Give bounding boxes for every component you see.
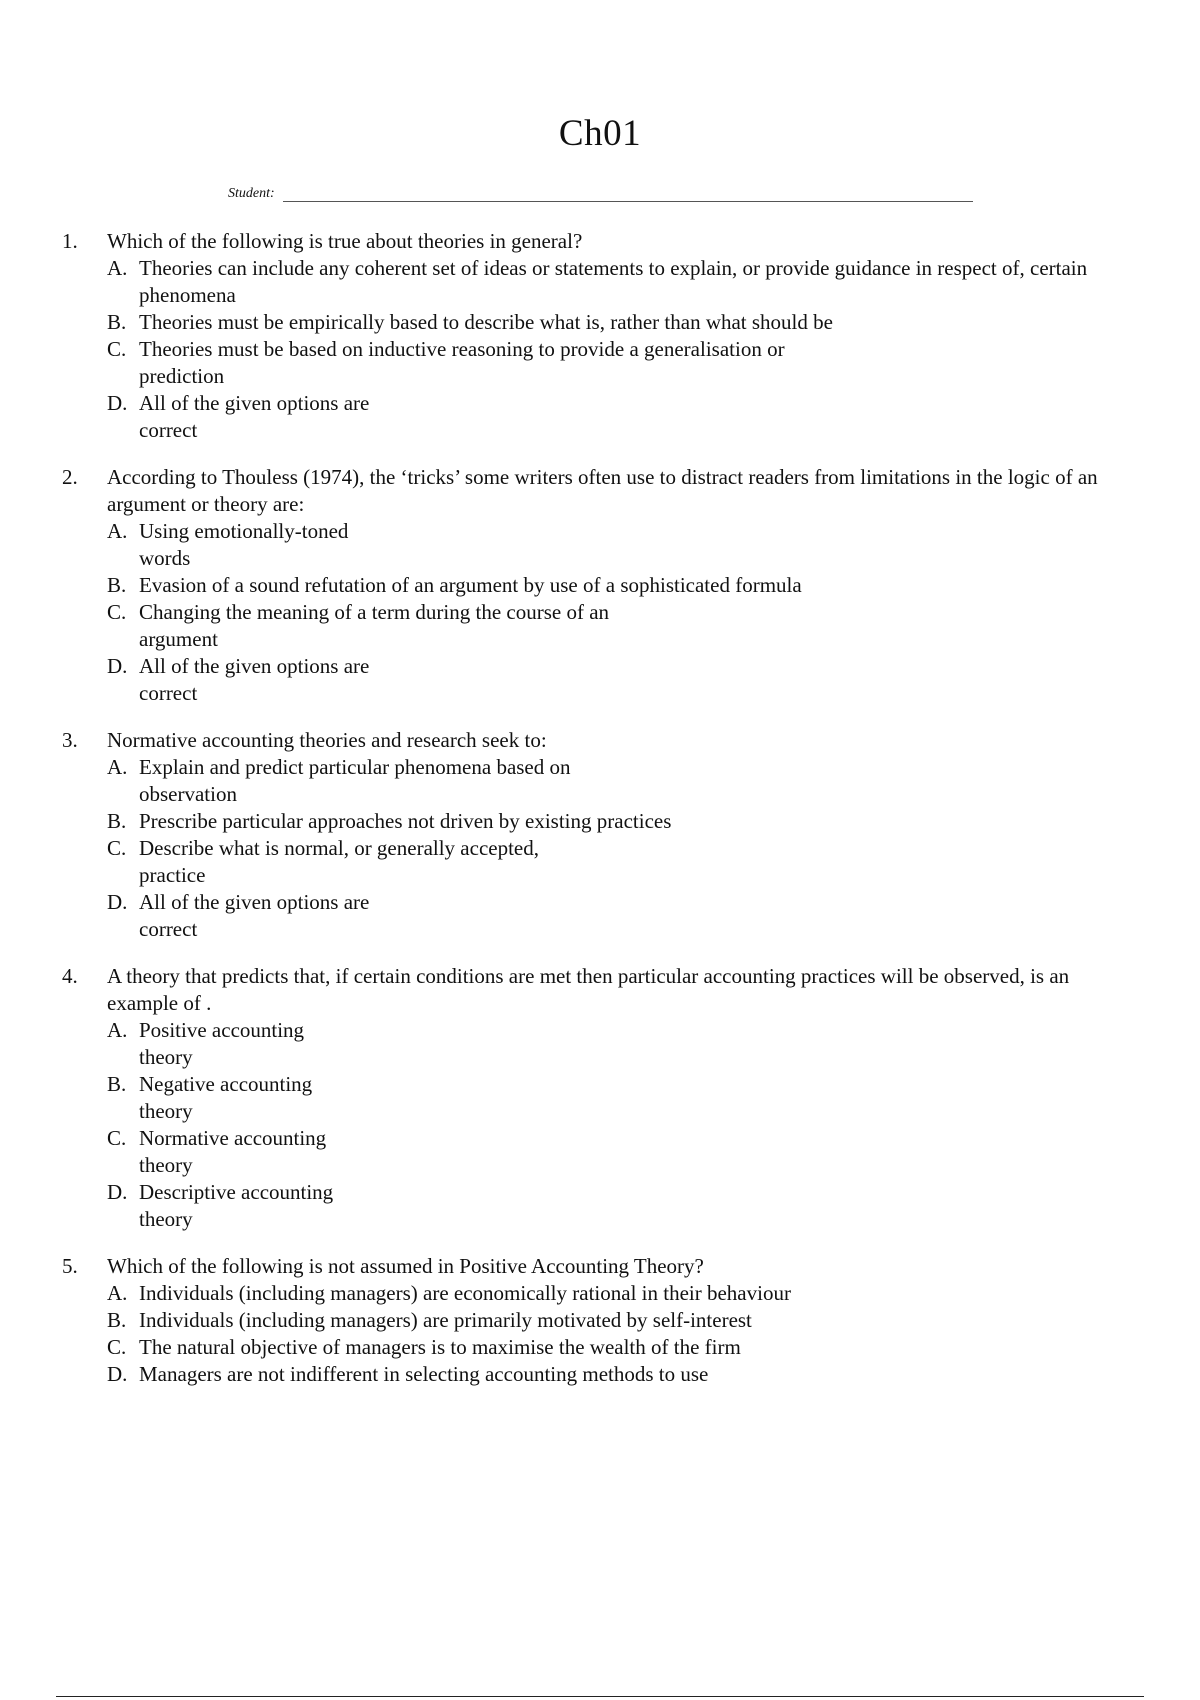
option-text: Theories must be based on inductive reasoning to provide a generalisation or prediction <box>139 337 785 388</box>
question-stem <box>62 228 1132 255</box>
question-text: According to Thouless (1974), the ‘tricks’ some writers often use to distract readers from limitations in the logic of an argument or theory are: <box>107 465 1098 516</box>
option-text: Prescribe particular approaches not driven by existing practices <box>139 809 672 833</box>
student-name-row <box>228 186 973 202</box>
option-text: Individuals (including managers) are primarily motivated by self-interest <box>139 1308 752 1332</box>
question-text: Which of the following is not assumed in Positive Accounting Theory? <box>107 1254 704 1278</box>
question-number: 4. <box>62 964 78 988</box>
option-letter: D. <box>107 1180 128 1204</box>
option-text: Explain and predict particular phenomena based on observation <box>139 755 571 806</box>
option-text: Theories can include any coherent set of ideas or statements to explain, or provide guidance in respect of, certain phenomena <box>139 256 1088 307</box>
option-a <box>107 1017 1132 1071</box>
option-letter: A. <box>107 519 128 543</box>
question-number: 3. <box>62 728 78 752</box>
option-a <box>107 1280 1132 1307</box>
option-letter: A. <box>107 1018 128 1042</box>
option-letter: D. <box>107 391 128 415</box>
option-letter: C. <box>107 337 127 361</box>
option-d <box>107 390 1132 444</box>
page-title: Ch01 <box>558 113 642 154</box>
question-stem <box>62 727 1132 754</box>
question-text: Which of the following is true about theories in general? <box>107 229 583 253</box>
option-text: Normative accounting theory <box>139 1126 327 1177</box>
option-letter: C. <box>107 600 127 624</box>
option-text: Negative accounting theory <box>139 1072 313 1123</box>
option-a <box>107 518 1132 572</box>
option-text: All of the given options are correct <box>139 391 370 442</box>
option-letter: C. <box>107 1126 127 1150</box>
option-c <box>107 1334 1132 1361</box>
option-text: Using emotionally-toned words <box>139 519 349 570</box>
question-1 <box>62 228 1132 444</box>
option-d <box>107 889 1132 943</box>
option-d <box>107 1179 1132 1233</box>
option-c <box>107 835 1132 889</box>
option-text: Changing the meaning of a term during the course of an argument <box>139 600 610 651</box>
option-letter: B. <box>107 1308 127 1332</box>
question-text: A theory that predicts that, if certain conditions are met then particular accounting practices will be observed, is an example of . <box>107 964 1070 1015</box>
question-number: 1. <box>62 229 78 253</box>
option-c <box>107 1125 1132 1179</box>
question-5 <box>62 1253 1132 1388</box>
option-text: All of the given options are correct <box>139 890 370 941</box>
option-b <box>107 1307 1132 1334</box>
option-letter: A. <box>107 1281 128 1305</box>
option-letter: D. <box>107 1362 128 1386</box>
option-letter: B. <box>107 1072 127 1096</box>
question-stem <box>62 464 1132 518</box>
option-text: Positive accounting theory <box>139 1018 305 1069</box>
question-text: Normative accounting theories and research seek to: <box>107 728 547 752</box>
option-b <box>107 572 1132 599</box>
option-letter: C. <box>107 1335 127 1359</box>
question-2 <box>62 464 1132 707</box>
option-b <box>107 808 1132 835</box>
option-c <box>107 599 1132 653</box>
option-text: The natural objective of managers is to maximise the wealth of the firm <box>139 1335 741 1359</box>
option-text: Individuals (including managers) are economically rational in their behaviour <box>139 1281 791 1305</box>
question-stem <box>62 963 1132 1017</box>
question-3 <box>62 727 1132 943</box>
question-number: 5. <box>62 1254 78 1278</box>
option-letter: A. <box>107 755 128 779</box>
question-stem <box>62 1253 1132 1280</box>
option-list <box>107 754 1132 943</box>
student-label: Student: <box>228 186 275 201</box>
option-letter: D. <box>107 890 128 914</box>
option-letter: D. <box>107 654 128 678</box>
option-d <box>107 1361 1132 1388</box>
option-list <box>107 1017 1132 1233</box>
option-text: Descriptive accounting theory <box>139 1180 334 1231</box>
question-number: 2. <box>62 465 78 489</box>
option-text: Describe what is normal, or generally accepted, practice <box>139 836 539 887</box>
option-b <box>107 309 1132 336</box>
option-text: All of the given options are correct <box>139 654 370 705</box>
option-letter: B. <box>107 310 127 334</box>
option-b <box>107 1071 1132 1125</box>
option-a <box>107 255 1132 309</box>
student-name-line <box>283 187 973 202</box>
option-a <box>107 754 1132 808</box>
option-letter: A. <box>107 256 128 280</box>
option-text: Theories must be empirically based to describe what is, rather than what should be <box>139 310 833 334</box>
option-letter: B. <box>107 809 127 833</box>
question-list <box>62 228 1132 1408</box>
option-text: Evasion of a sound refutation of an argument by use of a sophisticated formula <box>139 573 802 597</box>
option-c <box>107 336 1132 390</box>
option-letter: C. <box>107 836 127 860</box>
option-list <box>107 1280 1132 1388</box>
question-4 <box>62 963 1132 1233</box>
option-d <box>107 653 1132 707</box>
option-letter: B. <box>107 573 127 597</box>
footer-rule <box>56 1696 1144 1697</box>
option-list <box>107 518 1132 707</box>
option-list <box>107 255 1132 444</box>
option-text: Managers are not indifferent in selecting accounting methods to use <box>139 1362 709 1386</box>
